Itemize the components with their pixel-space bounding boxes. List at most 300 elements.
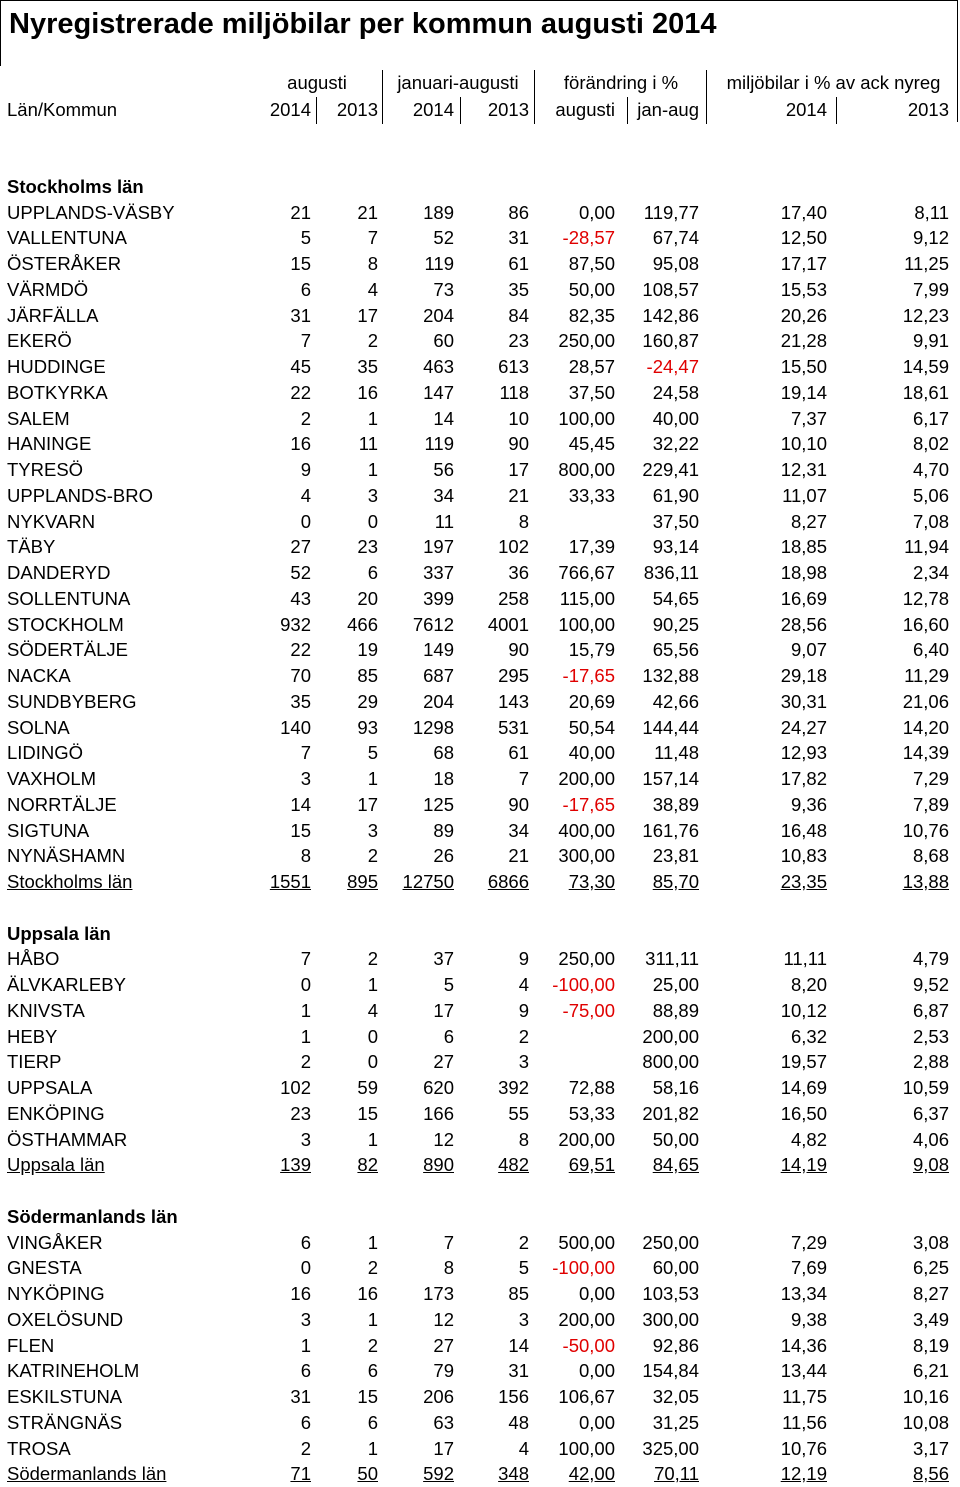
row-label: Stockholms län xyxy=(7,175,144,197)
table-row xyxy=(0,1127,960,1153)
row-label: ÖSTERÅKER xyxy=(7,253,122,274)
header-divider xyxy=(706,70,707,124)
header-divider xyxy=(460,97,461,124)
cell-value: 9,36 xyxy=(790,793,827,815)
cell-value: 0,00 xyxy=(578,1360,615,1382)
cell-value: 463 xyxy=(423,356,454,377)
cell-value: -24,47 xyxy=(646,356,699,377)
cell-value: 95,08 xyxy=(652,253,699,274)
cell-value: 61 xyxy=(508,253,529,274)
cell-value: 86 xyxy=(508,201,529,223)
table-row xyxy=(0,380,960,406)
cell-value: 14,36 xyxy=(780,1334,827,1356)
cell-value: 204 xyxy=(423,304,454,326)
cell-value: 15,53 xyxy=(780,278,827,300)
cell-value: 11 xyxy=(434,510,454,532)
cell-value: 45 xyxy=(290,356,311,377)
cell-value: 19,57 xyxy=(780,1051,827,1073)
cell-value: 8,27 xyxy=(912,1283,949,1304)
cell-value: 93,14 xyxy=(652,536,699,558)
cell-value: 0,00 xyxy=(578,1411,615,1433)
cell-value: 9 xyxy=(518,999,529,1021)
table-row xyxy=(0,586,960,612)
header-group-augusti: augusti xyxy=(287,72,347,93)
cell-value: 0 xyxy=(367,510,378,532)
cell-value: 800,00 xyxy=(642,1051,699,1073)
cell-value: 30,31 xyxy=(780,690,827,712)
cell-value: 7612 xyxy=(412,613,454,635)
page-title: Nyregistrerade miljöbilar per kommun augusti 2014 xyxy=(9,8,717,40)
cell-value: 84,65 xyxy=(652,1154,699,1176)
row-label: NACKA xyxy=(7,665,71,686)
cell-value: 29 xyxy=(357,690,378,712)
cell-value: 2 xyxy=(367,845,378,867)
cell-value: 156 xyxy=(498,1386,529,1407)
cell-value: 325,00 xyxy=(642,1437,699,1459)
cell-value: 82,35 xyxy=(568,304,615,326)
cell-value: 13,34 xyxy=(780,1283,827,1304)
cell-value: 500,00 xyxy=(558,1231,615,1253)
cell-value: 6,25 xyxy=(912,1257,949,1279)
cell-value: 3 xyxy=(367,484,378,506)
row-label: UPPLANDS-VÄSBY xyxy=(7,201,175,223)
cell-value: 11,29 xyxy=(904,665,949,686)
row-label: KNIVSTA xyxy=(7,999,85,1021)
table-row xyxy=(0,1307,960,1333)
cell-value: 17,39 xyxy=(568,536,615,558)
cell-value: -100,00 xyxy=(552,974,615,995)
cell-value: 4,06 xyxy=(912,1128,949,1150)
cell-value: 1551 xyxy=(269,871,311,892)
table-row xyxy=(0,818,960,844)
cell-value: 6 xyxy=(300,278,311,300)
row-label: LIDINGÖ xyxy=(7,742,84,764)
table-row xyxy=(0,843,960,869)
row-label: VALLENTUNA xyxy=(7,227,127,249)
cell-value: 72,88 xyxy=(568,1077,615,1098)
table-row xyxy=(0,1230,960,1256)
cell-value: 229,41 xyxy=(642,459,699,480)
cell-value: 8 xyxy=(367,253,378,274)
table-row xyxy=(0,740,960,766)
cell-value: 2 xyxy=(367,330,378,352)
cell-value: 33,33 xyxy=(568,484,615,506)
cell-value: 189 xyxy=(423,201,454,223)
cell-value: 200,00 xyxy=(558,768,615,789)
cell-value: 0 xyxy=(367,1025,378,1047)
cell-value: 100,00 xyxy=(558,613,615,635)
row-label: ÄLVKARLEBY xyxy=(7,974,126,995)
section-header xyxy=(0,921,960,947)
table-row xyxy=(0,972,960,998)
cell-value: 50 xyxy=(357,1463,378,1485)
cell-value: 6,87 xyxy=(912,999,949,1021)
cell-value: 23 xyxy=(357,536,378,558)
cell-value: 9,07 xyxy=(790,639,827,661)
header-aug-2013: 2013 xyxy=(336,99,378,120)
table-row xyxy=(0,1436,960,1462)
header-group-forandring: förändring i % xyxy=(563,72,679,93)
cell-value: 56 xyxy=(433,459,454,480)
row-label: TIERP xyxy=(7,1051,62,1073)
cell-value: 19,14 xyxy=(780,381,827,403)
row-label: NYNÄSHAMN xyxy=(7,845,126,867)
cell-value: 32,05 xyxy=(652,1386,699,1407)
cell-value: 55 xyxy=(508,1102,529,1124)
row-label: VINGÅKER xyxy=(7,1231,103,1253)
cell-value: 3 xyxy=(300,1128,311,1150)
cell-value: 2 xyxy=(367,1334,378,1356)
cell-value: 7,29 xyxy=(790,1231,827,1253)
cell-value: 197 xyxy=(423,536,454,558)
row-label: UPPSALA xyxy=(7,1077,93,1098)
cell-value: 200,00 xyxy=(642,1025,699,1047)
cell-value: 1298 xyxy=(412,716,454,738)
cell-value: 4 xyxy=(518,974,529,995)
cell-value: 12,93 xyxy=(780,742,827,764)
cell-value: 161,76 xyxy=(642,819,699,841)
header-row-label: Län/Kommun xyxy=(7,99,118,120)
cell-value: 7 xyxy=(300,742,311,764)
cell-value: 160,87 xyxy=(642,330,699,352)
cell-value: 6 xyxy=(443,1025,454,1047)
row-label: OXELÖSUND xyxy=(7,1308,124,1330)
cell-value: 8,02 xyxy=(912,433,949,455)
cell-value: 17 xyxy=(508,459,529,480)
table-row xyxy=(0,457,960,483)
cell-value: 895 xyxy=(347,871,378,892)
table-row xyxy=(0,251,960,277)
cell-value: 119,77 xyxy=(643,201,699,223)
cell-value: 201,82 xyxy=(642,1102,699,1124)
cell-value: 3,08 xyxy=(912,1231,949,1253)
cell-value: 21 xyxy=(508,845,529,867)
cell-value: -75,00 xyxy=(562,999,615,1021)
table-row xyxy=(0,277,960,303)
cell-value: 16,60 xyxy=(902,613,949,635)
row-label: UPPLANDS-BRO xyxy=(7,484,153,506)
row-label: Södermanlands län xyxy=(7,1463,167,1485)
row-label: VÄRMDÖ xyxy=(7,278,89,300)
cell-value: 6866 xyxy=(487,871,529,892)
cell-value: 5,06 xyxy=(912,484,949,506)
cell-value: 392 xyxy=(498,1077,529,1098)
cell-value: 2 xyxy=(367,948,378,970)
cell-value: 7,08 xyxy=(912,510,949,532)
cell-value: 147 xyxy=(423,381,454,403)
cell-value: 4,79 xyxy=(912,948,949,970)
cell-value: 61 xyxy=(508,742,529,764)
cell-value: 23,35 xyxy=(780,871,827,892)
cell-value: 21 xyxy=(357,201,378,223)
cell-value: 14 xyxy=(508,1334,529,1356)
table-row xyxy=(0,328,960,354)
table-row xyxy=(0,1410,960,1436)
cell-value: 157,14 xyxy=(642,768,699,789)
cell-value: 12,78 xyxy=(902,587,949,609)
cell-value: 7 xyxy=(300,330,311,352)
cell-value: 3 xyxy=(300,1308,311,1330)
cell-value: 8 xyxy=(300,845,311,867)
row-label: DANDERYD xyxy=(7,562,111,583)
cell-value: 9 xyxy=(518,948,529,970)
cell-value: 88,89 xyxy=(652,999,699,1021)
table-row xyxy=(0,1281,960,1307)
cell-value: 1 xyxy=(300,999,311,1021)
cell-value: 28,57 xyxy=(568,356,615,377)
table-row xyxy=(0,406,960,432)
cell-value: 59 xyxy=(357,1077,378,1098)
cell-value: 6 xyxy=(367,1360,378,1382)
cell-value: 106,67 xyxy=(558,1386,615,1407)
cell-value: 8,19 xyxy=(912,1334,949,1356)
cell-value: 31 xyxy=(508,1360,529,1382)
cell-value: 3 xyxy=(518,1051,529,1073)
cell-value: 5 xyxy=(443,974,454,995)
cell-value: 82 xyxy=(357,1154,378,1176)
cell-value: 300,00 xyxy=(642,1308,699,1330)
cell-value: 143 xyxy=(498,690,529,712)
cell-value: 140 xyxy=(280,716,311,738)
cell-value: 69,51 xyxy=(568,1154,615,1176)
row-label: SALEM xyxy=(7,407,70,429)
cell-value: 100,00 xyxy=(558,1437,615,1459)
cell-value: 12 xyxy=(433,1128,454,1150)
cell-value: 3,49 xyxy=(912,1308,949,1330)
cell-value: 10,08 xyxy=(902,1411,949,1433)
cell-value: 8,68 xyxy=(912,845,949,867)
header-divider xyxy=(534,70,535,124)
table-row xyxy=(0,303,960,329)
cell-value: 3 xyxy=(367,819,378,841)
cell-value: 11,94 xyxy=(904,536,949,558)
cell-value: 7,99 xyxy=(912,278,949,300)
cell-value: 18 xyxy=(433,768,454,789)
cell-value: 67,74 xyxy=(652,227,699,249)
cell-value: 11,07 xyxy=(782,484,827,506)
cell-value: 17 xyxy=(357,793,378,815)
cell-value: 149 xyxy=(423,639,454,661)
cell-value: 14,69 xyxy=(780,1077,827,1098)
row-label: NORRTÄLJE xyxy=(7,793,117,815)
table-row xyxy=(0,998,960,1024)
cell-value: 337 xyxy=(423,562,454,583)
cell-value: 102 xyxy=(498,536,529,558)
cell-value: 16 xyxy=(290,433,311,455)
cell-value: 71 xyxy=(290,1463,311,1485)
cell-value: 65,56 xyxy=(652,639,699,661)
table-row xyxy=(0,534,960,560)
cell-value: 35 xyxy=(290,690,311,712)
cell-value: 58,16 xyxy=(652,1077,699,1098)
cell-value: 7,29 xyxy=(912,768,949,789)
total-row xyxy=(0,869,960,895)
cell-value: 54,65 xyxy=(652,587,699,609)
cell-value: 2,53 xyxy=(912,1025,949,1047)
row-label: FLEN xyxy=(7,1334,55,1356)
cell-value: 3,17 xyxy=(912,1437,949,1459)
header-group-miljobilar: miljöbilar i % av ack nyreg xyxy=(726,72,941,93)
cell-value: 9,52 xyxy=(912,974,949,995)
cell-value: 8,27 xyxy=(790,510,827,532)
row-label: NYKÖPING xyxy=(7,1283,105,1304)
cell-value: 10,83 xyxy=(780,845,827,867)
cell-value: 53,33 xyxy=(568,1102,615,1124)
cell-value: 9 xyxy=(300,459,311,480)
cell-value: 7 xyxy=(300,948,311,970)
cell-value: 11,75 xyxy=(782,1386,827,1407)
cell-value: 6 xyxy=(300,1231,311,1253)
cell-value: 90 xyxy=(508,433,529,455)
header-divider xyxy=(627,97,628,124)
cell-value: 2 xyxy=(300,1051,311,1073)
cell-value: 27 xyxy=(433,1334,454,1356)
cell-value: 17 xyxy=(433,999,454,1021)
cell-value: -28,57 xyxy=(562,227,615,249)
cell-value: -100,00 xyxy=(552,1257,615,1279)
cell-value: 24,58 xyxy=(652,381,699,403)
cell-value: 466 xyxy=(347,613,378,635)
cell-value: 31 xyxy=(290,304,311,326)
cell-value: 1 xyxy=(367,1231,378,1253)
table-row xyxy=(0,1255,960,1281)
cell-value: 5 xyxy=(300,227,311,249)
cell-value: 8 xyxy=(518,510,529,532)
cell-value: 26 xyxy=(433,845,454,867)
cell-value: 35 xyxy=(357,356,378,377)
header-share-2014: 2014 xyxy=(785,99,827,120)
cell-value: 14,20 xyxy=(902,716,949,738)
cell-value: 11,11 xyxy=(783,948,827,970)
cell-value: 14 xyxy=(433,407,454,429)
cell-value: 63 xyxy=(433,1411,454,1433)
cell-value: 6 xyxy=(300,1360,311,1382)
cell-value: 37,50 xyxy=(568,381,615,403)
row-label: VAXHOLM xyxy=(7,768,97,789)
cell-value: 70,11 xyxy=(654,1463,699,1485)
cell-value: 7,89 xyxy=(912,793,949,815)
cell-value: 3 xyxy=(518,1308,529,1330)
cell-value: 1 xyxy=(367,974,378,995)
cell-value: 1 xyxy=(367,407,378,429)
cell-value: 90 xyxy=(508,793,529,815)
cell-value: 836,11 xyxy=(643,562,699,583)
cell-value: 24,27 xyxy=(780,716,827,738)
cell-value: 9,08 xyxy=(912,1154,949,1176)
cell-value: 50,00 xyxy=(652,1128,699,1150)
cell-value: 6 xyxy=(300,1411,311,1433)
cell-value: 890 xyxy=(423,1154,454,1176)
cell-value: 43 xyxy=(290,587,311,609)
cell-value: 31 xyxy=(508,227,529,249)
cell-value: 4 xyxy=(367,999,378,1021)
cell-value: 13,44 xyxy=(780,1360,827,1382)
cell-value: 119 xyxy=(424,253,454,274)
cell-value: 16 xyxy=(357,381,378,403)
row-label: TYRESÖ xyxy=(7,459,84,480)
row-label: HÅBO xyxy=(7,948,60,970)
row-label: HEBY xyxy=(7,1025,58,1047)
header-janaug-2014: 2014 xyxy=(412,99,454,120)
cell-value: 620 xyxy=(423,1077,454,1098)
cell-value: 10,76 xyxy=(902,819,949,841)
cell-value: 16,48 xyxy=(780,819,827,841)
header-divider xyxy=(316,97,317,124)
cell-value: 4,70 xyxy=(912,459,949,480)
cell-value: 6 xyxy=(367,562,378,583)
cell-value: 2,88 xyxy=(912,1051,949,1073)
cell-value: 0,00 xyxy=(578,1283,615,1304)
cell-value: 21,06 xyxy=(902,690,949,712)
cell-value: 79 xyxy=(433,1360,454,1382)
cell-value: 73,30 xyxy=(568,871,615,892)
header-group-januari-augusti: januari-augusti xyxy=(397,72,519,93)
cell-value: 250,00 xyxy=(558,948,615,970)
table-row xyxy=(0,766,960,792)
cell-value: 7,69 xyxy=(790,1257,827,1279)
cell-value: 2 xyxy=(518,1231,529,1253)
cell-value: 37,50 xyxy=(652,510,699,532)
cell-value: 25,00 xyxy=(652,974,699,995)
cell-value: 18,85 xyxy=(780,536,827,558)
cell-value: 23 xyxy=(508,330,529,352)
row-label: TÄBY xyxy=(7,536,56,558)
row-label: ÖSTHAMMAR xyxy=(7,1128,128,1150)
row-label: Södermanlands län xyxy=(7,1205,178,1227)
cell-value: 52 xyxy=(290,562,311,583)
cell-value: 6 xyxy=(367,1411,378,1433)
cell-value: 23 xyxy=(290,1102,311,1124)
cell-value: 7 xyxy=(367,227,378,249)
cell-value: 17,82 xyxy=(780,768,827,789)
cell-value: 800,00 xyxy=(558,459,615,480)
cell-value: 1 xyxy=(300,1334,311,1356)
cell-value: 119 xyxy=(424,433,454,455)
row-label: SUNDBYBERG xyxy=(7,690,137,712)
cell-value: 15 xyxy=(290,819,311,841)
cell-value: 258 xyxy=(498,587,529,609)
cell-value: 0 xyxy=(300,974,311,995)
table-row xyxy=(0,200,960,226)
cell-value: 4 xyxy=(367,278,378,300)
table-row xyxy=(0,354,960,380)
cell-value: -50,00 xyxy=(562,1334,615,1356)
cell-value: 35 xyxy=(508,278,529,300)
row-label: KATRINEHOLM xyxy=(7,1360,140,1382)
cell-value: 21,28 xyxy=(780,330,827,352)
cell-value: 8,56 xyxy=(912,1463,949,1485)
cell-value: 311,11 xyxy=(645,948,699,970)
cell-value: 531 xyxy=(498,716,529,738)
cell-value: 17,17 xyxy=(780,253,827,274)
cell-value: 102 xyxy=(280,1077,311,1098)
cell-value: 108,57 xyxy=(642,278,699,300)
cell-value: 40,00 xyxy=(568,742,615,764)
cell-value: 6,21 xyxy=(912,1360,949,1382)
cell-value: 16 xyxy=(357,1283,378,1304)
cell-value: 29,18 xyxy=(780,665,827,686)
cell-value: 10,16 xyxy=(902,1386,949,1407)
cell-value: 16 xyxy=(290,1283,311,1304)
cell-value: 15 xyxy=(290,253,311,274)
cell-value: 11,56 xyxy=(782,1411,827,1433)
title-box xyxy=(0,0,958,66)
row-label: SOLLENTUNA xyxy=(7,587,131,609)
cell-value: 9,91 xyxy=(912,330,949,352)
cell-value: 7,37 xyxy=(790,407,827,429)
table-row xyxy=(0,1333,960,1359)
table-row xyxy=(0,612,960,638)
